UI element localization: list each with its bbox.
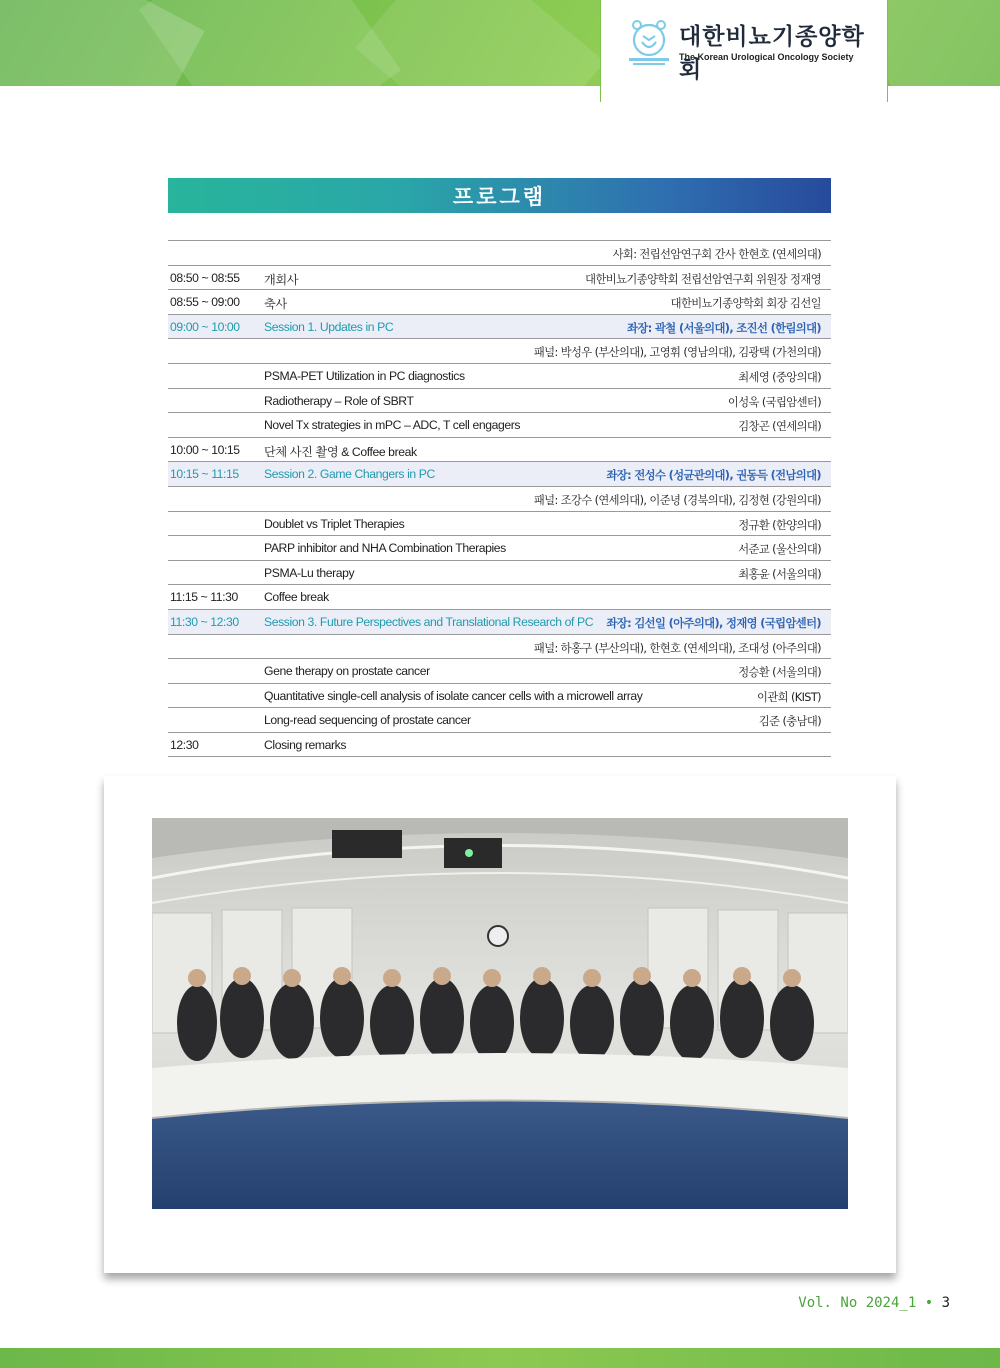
row-speaker: 정승환 (서울의대) bbox=[738, 666, 821, 680]
page-footer bbox=[798, 1295, 950, 1311]
program-title-bar bbox=[168, 178, 831, 213]
row-title: Session 1. Updates in PC bbox=[264, 319, 394, 334]
row-time: 08:55 ~ 09:00 bbox=[170, 295, 240, 310]
row-speaker: 김준 (충남대) bbox=[758, 715, 821, 729]
program-row bbox=[168, 413, 831, 438]
row-speaker: 정규환 (한양의대) bbox=[738, 518, 821, 532]
moderator-row bbox=[168, 241, 831, 266]
program-row bbox=[168, 536, 831, 561]
group-photo bbox=[152, 818, 848, 1209]
row-speaker: 좌장: 김선일 (아주의대), 정재영 (국립암센터) bbox=[606, 616, 821, 630]
row-speaker: 최세영 (중앙의대) bbox=[738, 370, 821, 384]
row-speaker: 서준교 (울산의대) bbox=[738, 543, 821, 557]
row-title: Session 3. Future Perspectives and Translational Research of PC bbox=[264, 614, 594, 629]
group-photo-image bbox=[152, 818, 848, 1209]
row-time: 08:50 ~ 08:55 bbox=[170, 270, 240, 285]
program-row bbox=[168, 266, 831, 291]
program-row bbox=[168, 389, 831, 414]
row-title: Quantitative single-cell analysis of isolate cancer cells with a microwell array bbox=[264, 688, 643, 703]
row-title: 단체 사진 촬영 & Coffee break bbox=[264, 444, 417, 459]
row-title: Gene therapy on prostate cancer bbox=[264, 664, 430, 679]
row-title: Session 2. Game Changers in PC bbox=[264, 467, 435, 482]
moderator-text: 사회: 전립선암연구회 간사 한현호 (연세의대) bbox=[612, 248, 821, 261]
row-speaker: 대한비뇨기종양학회 회장 김선일 bbox=[670, 297, 821, 311]
row-speaker: 최홍윤 (서울의대) bbox=[738, 567, 821, 581]
session-row bbox=[168, 462, 831, 487]
row-speaker: 김창곤 (연세의대) bbox=[738, 420, 821, 434]
program-row bbox=[168, 290, 831, 315]
program-row bbox=[168, 684, 831, 709]
row-time: 11:30 ~ 12:30 bbox=[170, 614, 239, 629]
row-speaker: 패널: 박성우 (부산의대), 고영휘 (영남의대), 김광택 (가천의대) bbox=[533, 346, 821, 360]
program-row bbox=[168, 339, 831, 364]
row-time: 10:00 ~ 10:15 bbox=[170, 442, 240, 457]
row-time: 09:00 ~ 10:00 bbox=[170, 319, 240, 334]
program-table bbox=[168, 240, 831, 757]
society-emblem-icon bbox=[627, 18, 671, 66]
session-row bbox=[168, 610, 831, 635]
page-number: 3 bbox=[941, 1295, 950, 1311]
row-speaker: 이성욱 (국립암센터) bbox=[727, 395, 821, 409]
group-photo-card bbox=[104, 776, 896, 1273]
row-title: Long-read sequencing of prostate cancer bbox=[264, 713, 471, 728]
program-title: 프로그램 bbox=[452, 184, 547, 209]
row-speaker: 패널: 조강수 (연세의대), 이준녕 (경북의대), 김정현 (강원의대) bbox=[533, 493, 821, 507]
footer-band bbox=[0, 1348, 1000, 1368]
society-name-en: The Korean Urological Oncology Society bbox=[679, 52, 854, 62]
row-speaker: 대한비뇨기종양학회 전립선암연구회 위원장 정재영 bbox=[585, 272, 821, 286]
program-row bbox=[168, 635, 831, 660]
row-speaker: 좌장: 곽철 (서울의대), 조진선 (한림의대) bbox=[627, 321, 821, 335]
program-row bbox=[168, 585, 831, 610]
program-row bbox=[168, 487, 831, 512]
row-title: 축사 bbox=[264, 297, 287, 312]
row-time: 10:15 ~ 11:15 bbox=[170, 467, 239, 482]
row-speaker: 패널: 하홍구 (부산의대), 한현호 (연세의대), 조대성 (아주의대) bbox=[533, 641, 821, 655]
session-row bbox=[168, 315, 831, 340]
row-time: 12:30 bbox=[170, 737, 199, 752]
row-speaker: 좌장: 전성수 (성균관의대), 권동득 (전남의대) bbox=[606, 469, 821, 483]
row-title: PSMA-PET Utilization in PC diagnostics bbox=[264, 368, 465, 383]
program-row bbox=[168, 438, 831, 463]
program-row bbox=[168, 561, 831, 586]
row-title: Coffee break bbox=[264, 590, 329, 605]
society-name-kr: 대한비뇨기종양학회 bbox=[679, 24, 865, 83]
row-title: 개회사 bbox=[264, 272, 299, 287]
program-row bbox=[168, 708, 831, 733]
row-title: PARP inhibitor and NHA Combination Therapies bbox=[264, 541, 506, 556]
program-row bbox=[168, 512, 831, 537]
row-title: Novel Tx strategies in mPC – ADC, T cell engagers bbox=[264, 418, 521, 433]
society-logo[interactable] bbox=[600, 0, 888, 102]
row-time: 11:15 ~ 11:30 bbox=[170, 590, 238, 605]
row-title: Radiotherapy – Role of SBRT bbox=[264, 393, 414, 408]
row-title: PSMA-Lu therapy bbox=[264, 565, 355, 580]
row-title: Closing remarks bbox=[264, 737, 347, 752]
row-speaker: 이관희 (KIST) bbox=[757, 690, 821, 704]
volume-label: Vol. No 2024_1 • bbox=[798, 1295, 934, 1311]
program-row bbox=[168, 364, 831, 389]
program-row bbox=[168, 733, 831, 758]
row-title: Doublet vs Triplet Therapies bbox=[264, 516, 405, 531]
program-row bbox=[168, 659, 831, 684]
